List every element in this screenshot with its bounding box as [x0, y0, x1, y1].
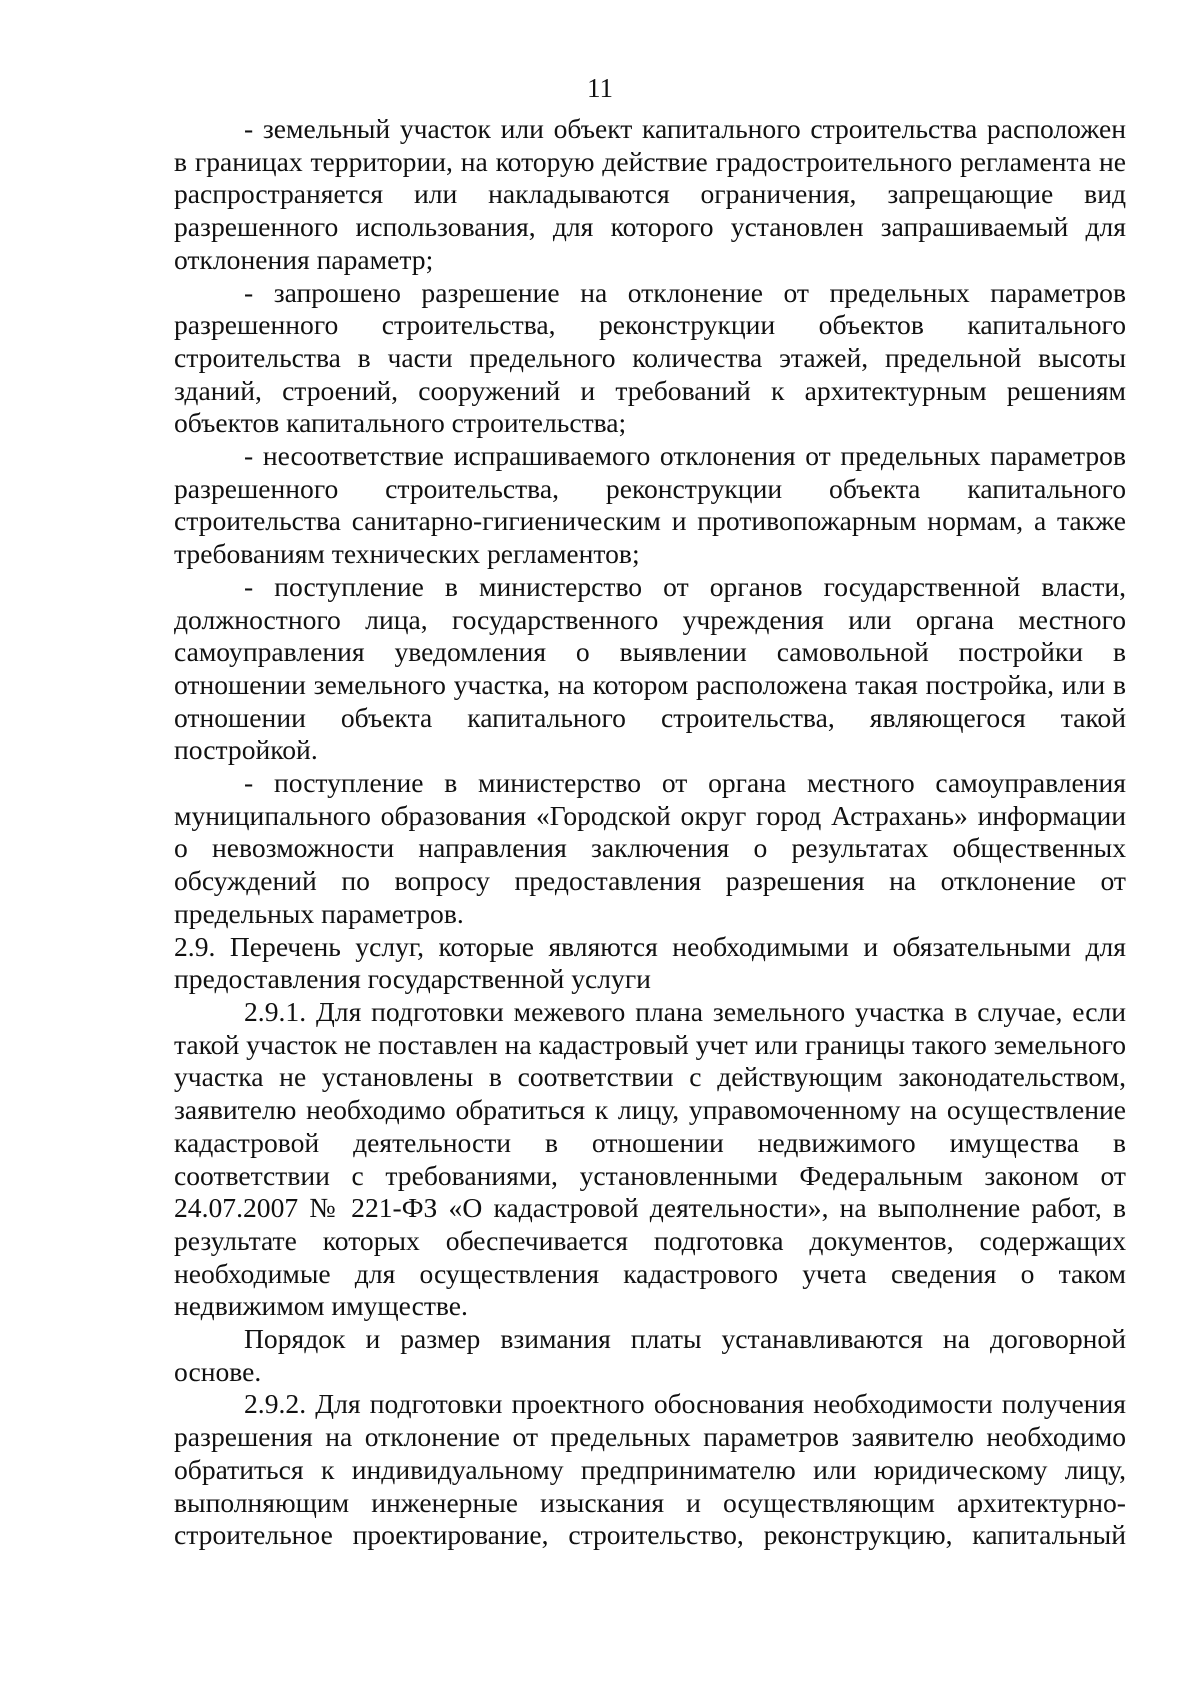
- paragraph-unauthorized-construction: - поступление в министерство от органов государственной власти, должностного лица, государственного учреждения или органа местного самоуправления уведомления о выявлении самовольной постройки в отношении земельного участка, на котором расположена такая постройка, или в отношении объекта капитального строительства, являющегося такой постройкой.: [174, 570, 1126, 766]
- section-heading-2-9: 2.9. Перечень услуг, которые являются необходимыми и обязательными для предоставления государственной услуги: [174, 930, 1126, 995]
- paragraph-2-9-1: 2.9.1. Для подготовки межевого плана земельного участка в случае, если такой участок не поставлен на кадастровый учет или границы такого земельного участка не установлены в соответствии с действующим законодательством, заявителю необходимо обратиться к лицу, управомоченному на осуществление кадастровой деятельности в отношении недвижимого имущества в соответствии с требованиями, установленными Федеральным законом от 24.07.2007 № 221-ФЗ «О кадастровой деятельности», на выполнение работ, в результате которых обеспечивается подготовка документов, содержащих необходимые для осуществления кадастрового учета сведения о таком недвижимом имуществе.: [174, 995, 1126, 1322]
- paragraph-floor-height-limits: - запрошено разрешение на отклонение от предельных параметров разрешенного строительства, реконструкции объектов капитального строительства в части предельного количества этажей, предельной высоты зданий, строений, сооружений и требований к архитектурным решениям объектов капитального строительства;: [174, 276, 1126, 439]
- paragraph-restriction-territory: - земельный участок или объект капитального строительства расположен в границах территории, на которую действие градостроительного регламента не распространяется или накладываются ограничения, запрещающие вид разрешенного использования, для которого установлен запрашиваемый для отклонения параметр;: [174, 113, 1126, 275]
- document-body: [174, 113, 1126, 1552]
- paragraph-public-discussion-conclusion: - поступление в министерство от органа местного самоуправления муниципального образования «Городской округ город Астрахань» информации о невозможности направления заключения о результатах общественных обсуждений по вопросу предоставления разрешения на отклонение от предельных параметров.: [174, 767, 1126, 929]
- page-number: 11: [587, 73, 613, 103]
- paragraph-sanitary-noncompliance: - несоответствие испрашиваемого отклонения от предельных параметров разрешенного строительства, реконструкции объекта капитального строительства санитарно-гигиеническим и противопожарным нормам, а также требованиям технических регламентов;: [174, 440, 1126, 570]
- paragraph-2-9-2: 2.9.2. Для подготовки проектного обоснования необходимости получения разрешения на отклонение от предельных параметров заявителю необходимо обратиться к индивидуальному предпринимателю или юридическому лицу, выполняющим инженерные изыскания и осуществляющим архитектурно-строительное проектирование, строительство, реконструкцию, капитальный: [174, 1388, 1126, 1551]
- paragraph-fee-procedure: Порядок и размер взимания платы устанавливаются на договорной основе.: [174, 1323, 1126, 1387]
